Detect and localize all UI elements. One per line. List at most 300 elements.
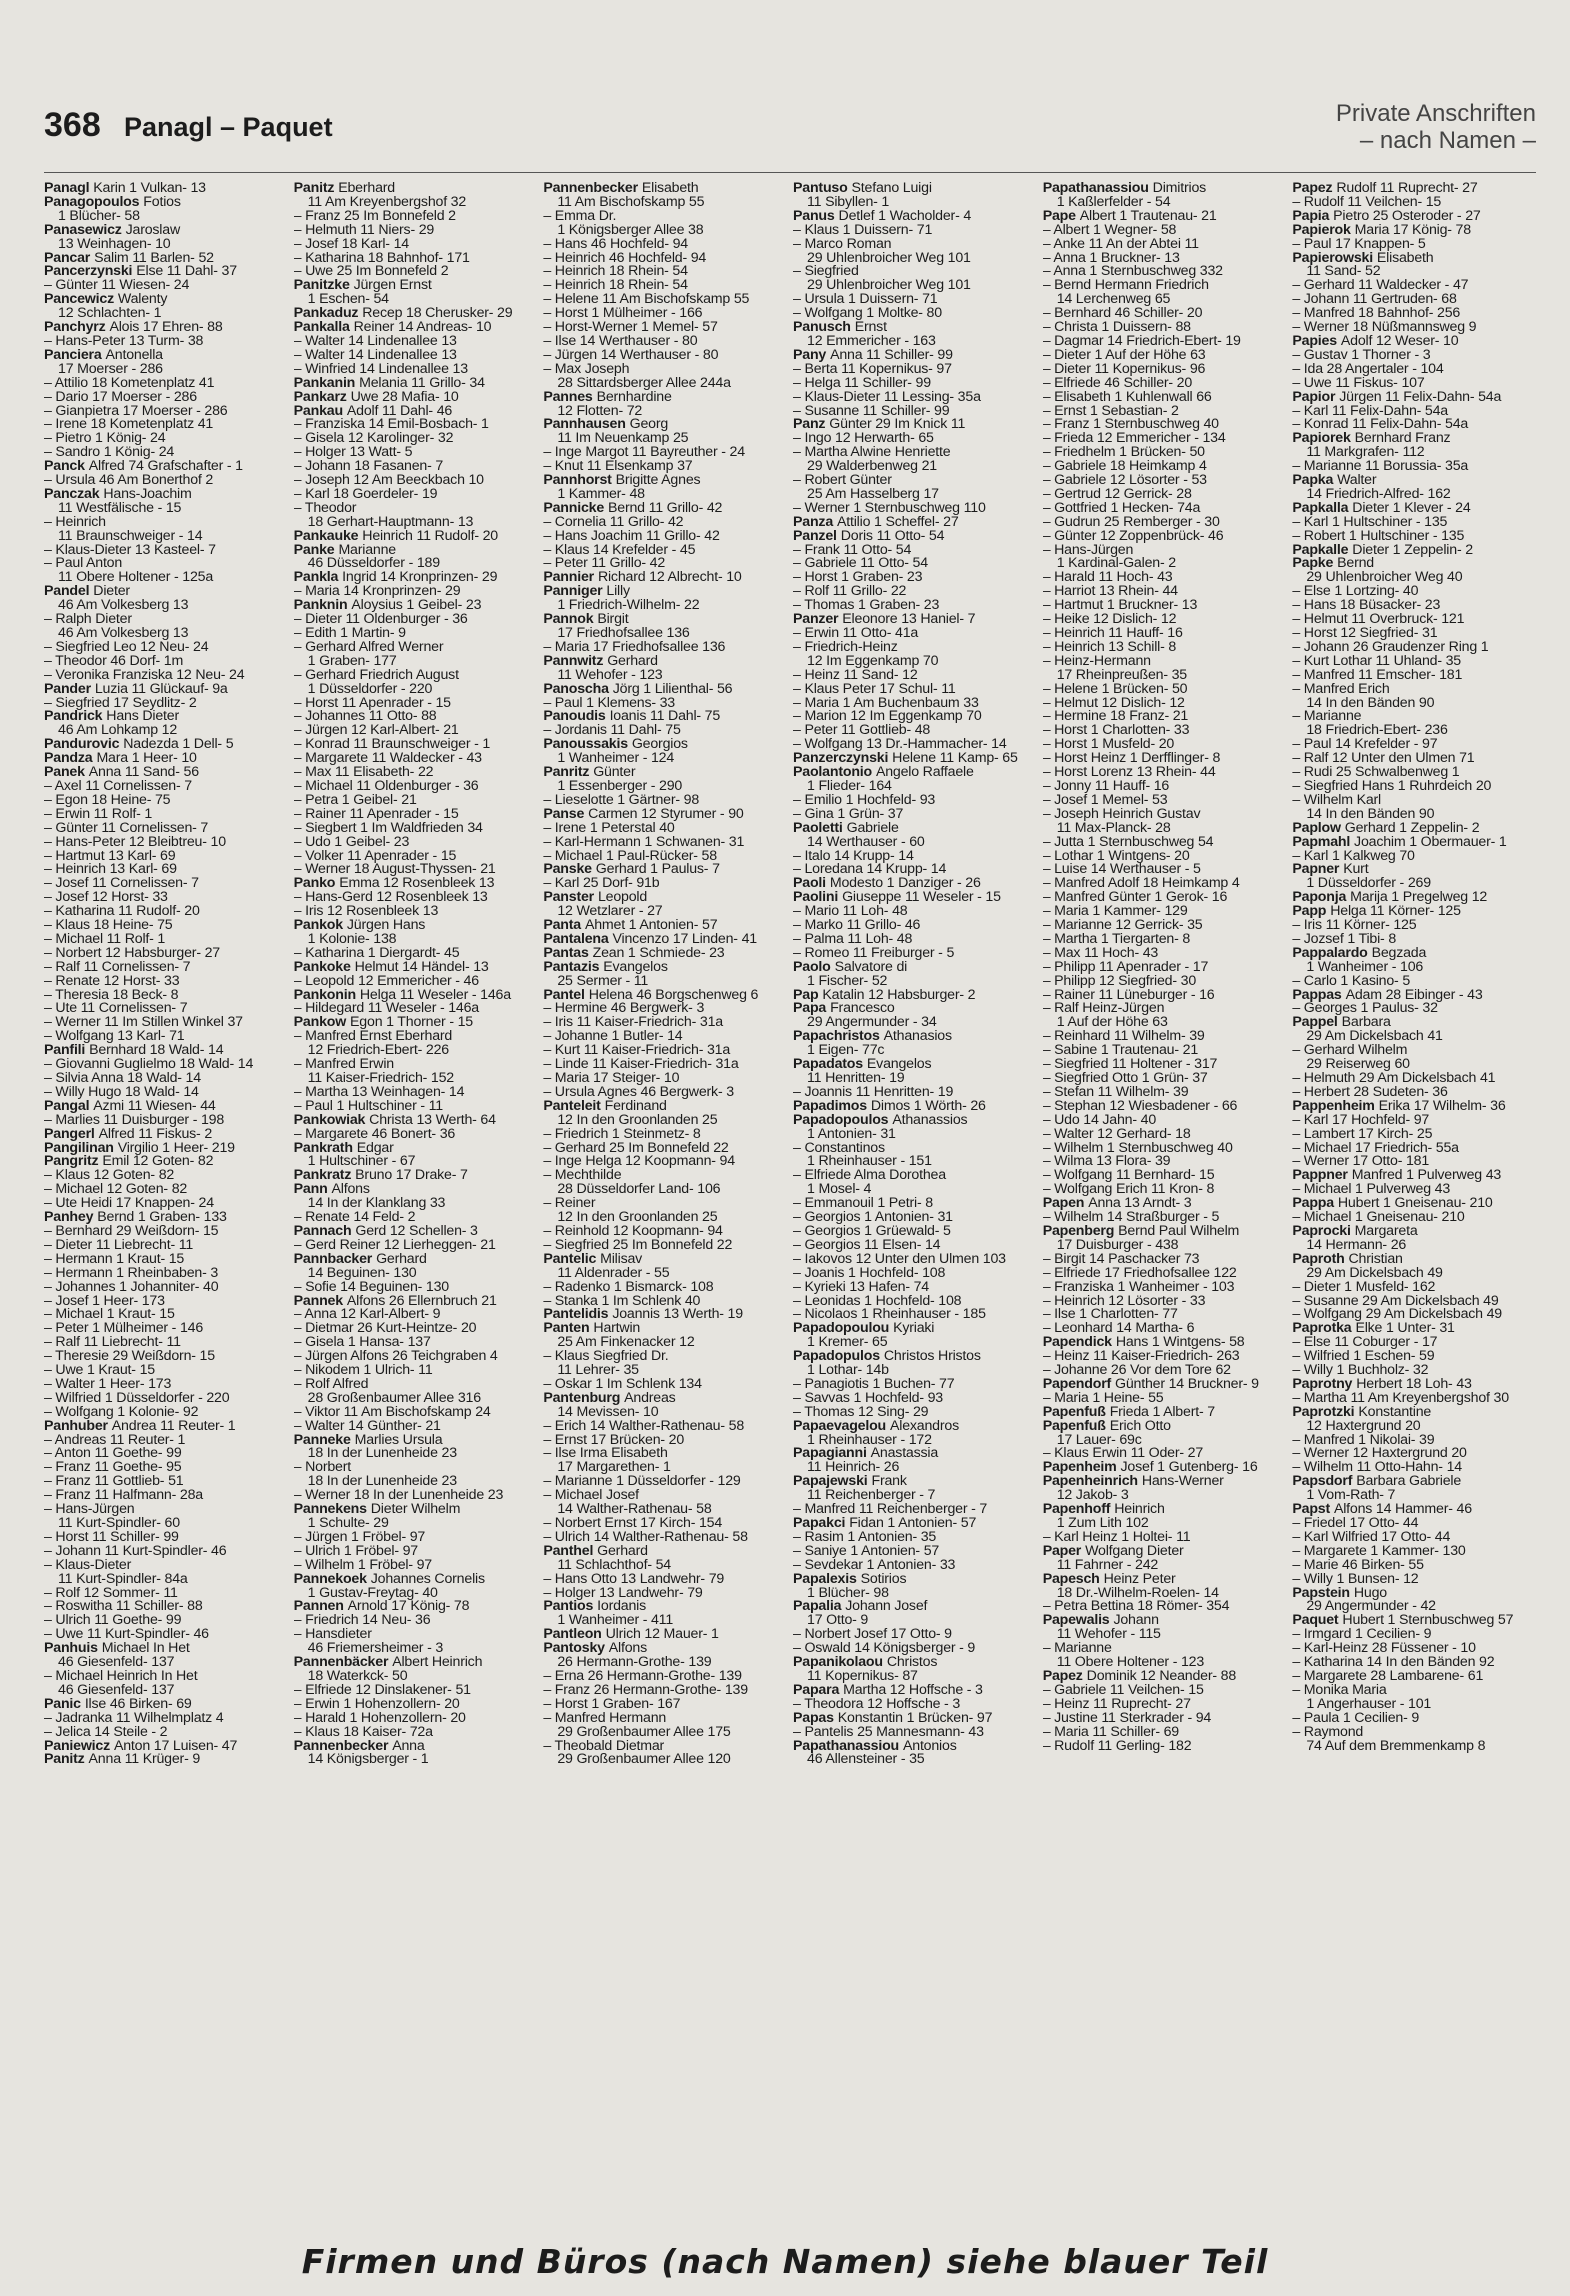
entry-details: – Helene 11 Am Bischofskamp 55	[543, 293, 750, 308]
directory-entry	[793, 1531, 1037, 1545]
entry-details: Frank	[871, 1475, 907, 1490]
entry-surname: Pany	[793, 348, 827, 363]
directory-entry	[543, 474, 787, 502]
entry-details: – Hans-Jürgen	[1042, 543, 1134, 558]
entry-details: – Marianne	[1042, 1642, 1112, 1657]
entry-surname: Panfili	[44, 1044, 86, 1059]
directory-entry	[1043, 224, 1287, 238]
entry-surname: Papp	[1292, 905, 1327, 920]
directory-entry	[1043, 1461, 1287, 1475]
entry-details: Georgios	[631, 738, 688, 753]
directory-entry	[793, 850, 1037, 864]
directory-entry	[793, 1503, 1037, 1517]
entry-surname: Papmahl	[1292, 835, 1351, 850]
entry-details: Birgit	[597, 613, 629, 628]
entry-details: – Ernst 1 Sebastian- 2	[1042, 404, 1179, 419]
entry-details: – Dieter 11 Kopernikus- 96	[1042, 362, 1206, 377]
directory-entry	[793, 293, 1037, 307]
directory-entry	[1043, 1350, 1287, 1364]
directory-column	[1043, 182, 1287, 2262]
entry-surname: Papierowski	[1292, 251, 1373, 266]
section-heading	[1336, 100, 1536, 154]
directory-entry	[44, 474, 288, 488]
entry-details: – Horst 1 Mülheimer - 166	[543, 307, 703, 322]
directory-entry	[1292, 363, 1536, 377]
entry-surname: Papathanassiou	[1042, 182, 1149, 196]
entry-address-line: 14 Friedrich-Alfred- 162	[1306, 485, 1451, 502]
entry-details: – Gabriele 11 Veilchen- 15	[1042, 1683, 1204, 1698]
entry-details: Marija 1 Pregelweg 12	[1350, 891, 1488, 906]
entry-address-line: 18 Gerhart-Hauptmann- 13	[307, 513, 474, 530]
directory-entry	[44, 1642, 288, 1670]
entry-details: – Dario 17 Moerser - 286	[44, 390, 197, 405]
entry-details: – Hartmut 13 Karl- 69	[44, 849, 176, 864]
entry-details: Christos Hristos	[883, 1350, 981, 1365]
entry-details: – Klaus-Dieter 13 Kasteel- 7	[44, 543, 216, 558]
entry-surname: Panneke	[293, 1433, 351, 1448]
entry-address-line: 12 In den Groonlanden 25	[557, 1111, 718, 1128]
entry-details: – Italo 14 Krupp- 14	[793, 849, 914, 864]
entry-details: – Klaus 14 Krefelder - 45	[543, 543, 696, 558]
directory-entry	[1292, 1100, 1536, 1114]
entry-details: – Manfred 11 Emscher- 181	[1292, 668, 1463, 683]
entry-surname: Papadopulos	[793, 1350, 880, 1365]
directory-entry	[793, 613, 1037, 627]
directory-entry	[44, 1600, 288, 1614]
entry-details: Ulrich 12 Mauer- 1	[605, 1628, 719, 1643]
entry-details: Günther 14 Bruckner- 9	[1115, 1377, 1259, 1392]
directory-entry	[1043, 752, 1287, 766]
directory-entry	[294, 1169, 538, 1183]
entry-details: – Klaus 18 Heine- 75	[44, 919, 173, 933]
directory-entry	[543, 1573, 787, 1587]
entry-surname: Panknin	[293, 599, 348, 614]
entry-details: – Max Joseph	[543, 362, 630, 377]
entry-address-line: 1 Schulte- 29	[307, 1515, 389, 1531]
entry-details: Maria 17 König- 78	[1354, 223, 1471, 238]
directory-entry	[1043, 1155, 1287, 1169]
entry-details: – Theresie 29 Weißdorn- 15	[44, 1350, 215, 1365]
directory-entry	[1043, 599, 1287, 613]
directory-entry	[543, 446, 787, 460]
entry-address-line: 1 Fischer- 52	[807, 972, 888, 989]
directory-entry	[793, 182, 1037, 210]
entry-details: – Friedel 17 Otto- 44	[1292, 1517, 1419, 1531]
directory-entry	[543, 238, 787, 252]
directory-entry	[44, 794, 288, 808]
entry-details: – Maria 1 Heine- 55	[1042, 1391, 1164, 1406]
entry-surname: Papadimos	[793, 1099, 867, 1114]
entry-details: Günter	[593, 766, 636, 781]
directory-entry	[1292, 850, 1536, 864]
directory-entry	[793, 516, 1037, 530]
directory-entry	[543, 307, 787, 321]
directory-entry	[1292, 432, 1536, 460]
entry-details: Ingrid 14 Kronprinzen- 29	[342, 571, 498, 586]
entry-address-line: 11 Wehofer - 115	[1056, 1626, 1161, 1643]
entry-details: – Max 11 Elisabeth- 22	[293, 766, 434, 780]
directory-entry	[793, 1726, 1037, 1740]
entry-surname: Papenfuß	[1042, 1419, 1106, 1434]
entry-address-line: 29 Großenbaumer Allee 120	[557, 1751, 731, 1768]
directory-entry	[543, 1225, 787, 1239]
directory-entry	[44, 1350, 288, 1364]
directory-entry	[294, 1336, 538, 1350]
entry-surname: Pantel	[543, 988, 585, 1003]
directory-entry	[793, 585, 1037, 599]
entry-details: – Stefan 11 Wilhelm- 39	[1042, 1085, 1189, 1100]
entry-surname: Papka	[1292, 474, 1334, 489]
entry-surname: Papa	[793, 1002, 827, 1017]
entry-details: Walenty	[117, 293, 168, 308]
entry-details: Adolf 11 Dahl- 46	[346, 404, 453, 419]
entry-details: – Johann 18 Fasanen- 7	[293, 460, 444, 475]
entry-address-line: 11 Max-Planck- 28	[1056, 819, 1171, 836]
directory-entry	[793, 1197, 1037, 1211]
entry-surname: Pankaduz	[293, 307, 359, 322]
directory-entry	[543, 683, 787, 697]
entry-address-line: 17 Rheinpreußen- 35	[1056, 666, 1187, 683]
entry-details: Uwe 28 Mafia- 10	[350, 390, 459, 405]
entry-surname: Papies	[1292, 334, 1337, 349]
directory-entry	[793, 1030, 1037, 1058]
directory-entry	[44, 683, 288, 697]
entry-details: – Helmut 11 Overbruck- 121	[1292, 613, 1465, 627]
directory-entry	[543, 1308, 787, 1322]
directory-entry	[543, 1489, 787, 1517]
entry-details: – Uwe 1 Kraut- 15	[44, 1364, 155, 1378]
directory-entry	[543, 1281, 787, 1295]
entry-details: Virgilio 1 Heer- 219	[117, 1141, 235, 1156]
entry-details: – Oskar 1 Im Schlenk 134	[543, 1377, 702, 1392]
entry-details: Antonios	[902, 1739, 957, 1754]
entry-details: – Veronika Franziska 12 Neu- 24	[44, 668, 245, 683]
directory-entry	[1292, 822, 1536, 836]
directory-entry	[543, 1142, 787, 1156]
entry-details: Eberhard	[338, 182, 395, 196]
entry-address-line: 46 Giesenfeld- 137	[58, 1681, 175, 1698]
entry-details: – Gabriele 11 Otto- 54	[793, 557, 928, 572]
entry-details: – Udo 14 Jahn- 40	[1042, 1113, 1157, 1128]
directory-entry	[793, 669, 1037, 683]
entry-details: – Philipp 12 Siegfried- 30	[1042, 974, 1197, 989]
entry-details: Jürgen 11 Felix-Dahn- 54a	[1339, 390, 1502, 405]
directory-entry	[1043, 418, 1287, 432]
entry-details: – Helene 1 Brücken- 50	[1042, 682, 1188, 697]
entry-details: Bernhard 18 Wald- 14	[89, 1044, 224, 1059]
directory-entry	[543, 321, 787, 335]
entry-details: – Willy 1 Bunsen- 12	[1292, 1572, 1419, 1587]
entry-details: – Dagmar 14 Friedrich-Ebert- 19	[1042, 334, 1241, 349]
directory-entry	[793, 947, 1037, 961]
directory-entry	[543, 571, 787, 585]
entry-details: Dimos 1 Wörth- 26	[870, 1099, 986, 1114]
directory-entry	[294, 1002, 538, 1016]
entry-details: – Jonny 11 Hauff- 16	[1042, 779, 1170, 794]
entry-surname: Paquet	[1292, 1614, 1339, 1629]
entry-details: – Johanne 1 Butler- 14	[543, 1030, 683, 1045]
directory-entry	[793, 1712, 1037, 1726]
entry-details: – Horst 1 Charlotten- 33	[1042, 724, 1190, 739]
entry-details: – Werner 18 Nüßmannsweg 9	[1292, 321, 1477, 335]
directory-entry	[294, 905, 538, 919]
entry-surname: Pannwitz	[543, 654, 604, 669]
directory-entry	[44, 1447, 288, 1461]
entry-address-line: 12 Emmericher - 163	[807, 332, 936, 349]
directory-entry	[543, 794, 787, 808]
entry-details: Herbert 18 Loh- 43	[1356, 1377, 1472, 1392]
entry-details: – Josef 1 Heer- 173	[44, 1294, 165, 1309]
directory-entry	[793, 1740, 1037, 1768]
directory-entry	[1043, 1364, 1287, 1378]
section-heading-line1: Private Anschriften	[1335, 100, 1536, 127]
directory-entry	[1043, 1197, 1287, 1211]
entry-surname: Paoli	[793, 877, 826, 892]
entry-details: – Elfriede 12 Dinslakener- 51	[293, 1683, 471, 1698]
directory-entry	[543, 1197, 787, 1225]
entry-address-line: 11 Sibyllen- 1	[807, 193, 890, 210]
entry-details: Eleonore 13 Haniel- 7	[842, 613, 976, 627]
entry-surname: Papierok	[1292, 223, 1351, 238]
entry-surname: Pankla	[293, 571, 339, 586]
entry-details: Vincenzo 17 Linden- 41	[612, 932, 757, 947]
entry-details: – Wilfried 1 Düsseldorfer - 220	[44, 1391, 230, 1406]
entry-surname: Papke	[1292, 557, 1334, 572]
entry-details: – Klaus 12 Goten- 82	[44, 1169, 175, 1184]
entry-address-line: 11 Wehofer - 123	[557, 666, 663, 683]
entry-surname: Papadatos	[793, 1058, 863, 1073]
entry-address-line: 12 Wetzlarer - 27	[557, 903, 663, 920]
directory-entry	[44, 516, 288, 544]
directory-entry	[1292, 1614, 1536, 1628]
directory-entry	[294, 1559, 538, 1573]
entry-details: – Horst-Werner 1 Memel- 57	[543, 321, 718, 335]
entry-details: Anton 17 Luisen- 47	[113, 1739, 238, 1754]
entry-surname: Panko	[293, 877, 336, 892]
entry-details: – Christa 1 Duissern- 88	[1042, 321, 1191, 335]
directory-entry	[1292, 1336, 1536, 1350]
entry-details: – Werner 11 Im Stillen Winkel 37	[44, 1016, 243, 1031]
entry-details: – Heike 12 Dislich- 12	[1042, 613, 1177, 627]
entry-details: – Wilma 13 Flora- 39	[1042, 1155, 1171, 1170]
entry-details: – Karl-Hermann 1 Schwanen- 31	[543, 835, 745, 850]
directory-entry	[44, 1281, 288, 1295]
entry-surname: Panitz	[293, 182, 335, 196]
entry-details: – Kurt 11 Kaiser-Friedrich- 31a	[543, 1044, 731, 1059]
entry-details: – Sabine 1 Trautenau- 21	[1042, 1044, 1199, 1059]
entry-surname: Panse	[543, 807, 585, 822]
entry-surname: Pannen	[293, 1600, 344, 1615]
entry-details: – Heinz-Hermann	[1042, 654, 1151, 669]
entry-surname: Papachristos	[793, 1030, 880, 1045]
entry-details: – Gerd Reiner 12 Lierheggen- 21	[293, 1238, 496, 1253]
entry-details: – Michael 17 Friedrich- 55a	[1292, 1141, 1459, 1156]
entry-details: – Marianne 12 Gerrick- 35	[1042, 919, 1203, 933]
directory-entry	[793, 697, 1037, 711]
directory-entry	[1043, 863, 1287, 877]
directory-entry	[294, 877, 538, 891]
entry-surname: Panteleit	[543, 1099, 601, 1114]
entry-surname: Pannok	[543, 613, 594, 628]
entry-details: – Thomas 12 Sing- 29	[793, 1405, 929, 1420]
directory-entry	[1292, 613, 1536, 627]
entry-details: – Erwin 1 Hohenzollern- 20	[293, 1697, 460, 1712]
entry-surname: Panasewicz	[44, 223, 122, 238]
directory-entry	[1292, 1378, 1536, 1392]
entry-details: – Else 1 Lortzing- 40	[1292, 585, 1419, 600]
entry-address-line: 1 Düsseldorfer - 269	[1306, 875, 1431, 892]
directory-entry	[1292, 1392, 1536, 1406]
entry-details: – Sofie 14 Beguinen- 130	[293, 1280, 450, 1295]
entry-details: – Horst 1 Graben- 167	[543, 1697, 681, 1712]
entry-surname: Pankratz	[293, 1169, 352, 1184]
directory-entry	[294, 1308, 538, 1322]
entry-details: – Katharina 14 In den Bänden 92	[1292, 1656, 1495, 1670]
entry-details: – Norbert Ernst 17 Kirch- 154	[543, 1517, 723, 1531]
entry-details: – Rudi 25 Schwalbenweg 1	[1292, 766, 1460, 780]
directory-entry	[793, 349, 1037, 363]
directory-entry	[44, 1155, 288, 1169]
entry-details: – Hermine 46 Bergwerk- 3	[543, 1002, 705, 1017]
entry-details: Michael In Het	[101, 1642, 190, 1657]
entry-details: Konstantine	[1358, 1405, 1432, 1420]
directory-entry	[1043, 279, 1287, 307]
entry-details: – Martha Alwine Henriette	[793, 446, 951, 461]
entry-details: – Gisela 12 Karolinger- 32	[293, 432, 454, 447]
entry-details: Hans-Joachim	[103, 487, 192, 502]
entry-details: – Dieter 1 Musfeld- 162	[1292, 1280, 1436, 1295]
directory-entry	[543, 418, 787, 446]
directory-entry	[44, 1183, 288, 1197]
entry-details: – Dietmar 26 Kurt-Heintze- 20	[293, 1322, 477, 1337]
entry-details: Angelo Raffaele	[875, 766, 974, 781]
directory-entry	[294, 891, 538, 905]
entry-surname: Panta	[543, 919, 581, 933]
entry-surname: Pappner	[1292, 1169, 1348, 1184]
directory-entry	[44, 1016, 288, 1030]
entry-details: Leopold	[597, 891, 648, 906]
directory-entry	[1043, 1086, 1287, 1100]
directory-entry	[1043, 1072, 1287, 1086]
entry-details: – Klaus 18 Kaiser- 72a	[293, 1725, 433, 1740]
directory-entry	[1043, 391, 1287, 405]
directory-entry	[44, 1434, 288, 1448]
directory-entry	[1043, 516, 1287, 530]
directory-entry	[1043, 933, 1287, 947]
entry-address-line: 1 Lothar- 14b	[807, 1362, 889, 1378]
directory-entry	[294, 460, 538, 474]
entry-surname: Pannenbäcker	[293, 1656, 389, 1671]
entry-details: – Petra Bettina 18 Römer- 354	[1042, 1600, 1230, 1615]
directory-entry	[793, 1100, 1037, 1114]
entry-surname: Pankauke	[293, 529, 359, 544]
directory-column	[543, 182, 787, 2262]
entry-address-line: 28 Düsseldorfer Land- 106	[557, 1181, 721, 1198]
entry-details: – Joseph 12 Am Beeckbach 10	[293, 474, 484, 488]
directory-entry	[793, 1114, 1037, 1142]
entry-details: Dimitrios	[1152, 182, 1207, 196]
directory-entry	[1043, 530, 1287, 544]
entry-details: Martha 12 Hoffsche - 3	[843, 1683, 983, 1698]
directory-entry	[44, 1267, 288, 1281]
entry-address-line: 14 Werthauser - 60	[807, 833, 925, 850]
entry-address-line: 1 Zum Lith 102	[1056, 1515, 1149, 1531]
entry-details: – Marko 11 Grillo- 46	[793, 919, 921, 933]
directory-entry	[543, 1016, 787, 1030]
entry-surname: Pantazis	[543, 960, 600, 975]
entry-details: Fotios	[143, 195, 181, 210]
entry-details: – Attilio 18 Kometenplatz 41	[44, 376, 215, 391]
directory-entry	[1292, 641, 1536, 655]
entry-address-line: 11 Schlachthof- 54	[557, 1556, 671, 1573]
entry-address-line: 12 Friedrich-Ebert- 226	[307, 1042, 449, 1059]
directory-entry	[793, 919, 1037, 933]
entry-details: Sotirios	[860, 1572, 907, 1587]
entry-address-line: 1 Graben- 177	[307, 652, 397, 669]
entry-details: – Johann 11 Gertruden- 68	[1292, 293, 1457, 308]
entry-address-line: 18 In der Lunenheide 23	[307, 1445, 457, 1462]
entry-surname: Pannes	[543, 390, 593, 405]
directory-entry	[1043, 1573, 1287, 1601]
entry-details: – Susanne 29 Am Dickelsbach 49	[1292, 1294, 1499, 1309]
directory-entry	[793, 738, 1037, 752]
directory-entry	[793, 321, 1037, 349]
entry-details: – Jutta 1 Sternbuschweg 54	[1042, 835, 1214, 850]
entry-address-line: 17 Margarethen- 1	[557, 1459, 671, 1476]
directory-entry	[294, 1656, 538, 1684]
entry-surname: Pannekens	[293, 1503, 367, 1518]
entry-details: – Wilhelm 1 Fröbel- 97	[293, 1558, 432, 1573]
entry-surname: Panhuber	[44, 1419, 108, 1434]
entry-details: – Werner 1 Sternbuschweg 110	[793, 501, 986, 516]
entry-details: – Axel 11 Cornelissen- 7	[44, 779, 192, 794]
entry-details: – Franziska 14 Emil-Bosbach- 1	[293, 418, 489, 433]
directory-entry	[1043, 1447, 1287, 1461]
entry-details: – Josef 18 Karl- 14	[293, 237, 409, 252]
entry-details: Gerhard	[376, 1252, 427, 1267]
directory-entry	[44, 1503, 288, 1531]
directory-entry	[1292, 738, 1536, 752]
directory-entry	[1043, 1531, 1287, 1545]
directory-entry	[44, 961, 288, 975]
entry-surname: Panke	[293, 543, 335, 558]
entry-details: Jaroslaw	[125, 223, 180, 238]
entry-address-line: 14 Hermann- 26	[1306, 1236, 1407, 1253]
directory-entry	[1043, 432, 1287, 446]
entry-details: Doris 11 Otto- 54	[840, 529, 945, 544]
directory-entry	[294, 947, 538, 961]
entry-details: – Winfried 14 Lindenallee 13	[293, 362, 468, 377]
entry-details: – Willy 1 Buchholz- 32	[1292, 1364, 1429, 1378]
entry-surname: Papenheinrich	[1042, 1475, 1138, 1490]
directory-entry	[294, 224, 538, 238]
entry-details: – Johannes 1 Johanniter- 40	[44, 1280, 219, 1295]
entry-surname: Pannach	[293, 1224, 352, 1239]
entry-details: Helga 11 Weseler - 146a	[359, 988, 511, 1003]
entry-surname: Papez	[1292, 182, 1333, 196]
entry-details: – Ursula 1 Duissern- 71	[793, 293, 938, 308]
directory-entry	[1043, 1322, 1287, 1336]
entry-details: – Anna 1 Sternbuschweg 332	[1042, 265, 1223, 280]
directory-entry	[1292, 1531, 1536, 1545]
directory-entry	[294, 836, 538, 850]
entry-details: Gabriele	[846, 821, 899, 836]
entry-details: – Martha 13 Weinhagen- 14	[293, 1085, 465, 1100]
entry-details: Fidan 1 Antonien- 57	[849, 1517, 977, 1531]
entry-address-line: 11 Henritten- 19	[807, 1070, 905, 1086]
entry-details: – Hans Joachim 11 Grillo- 42	[543, 529, 720, 544]
entry-details: – Jürgen Alfons 26 Teichgraben 4	[293, 1350, 498, 1365]
